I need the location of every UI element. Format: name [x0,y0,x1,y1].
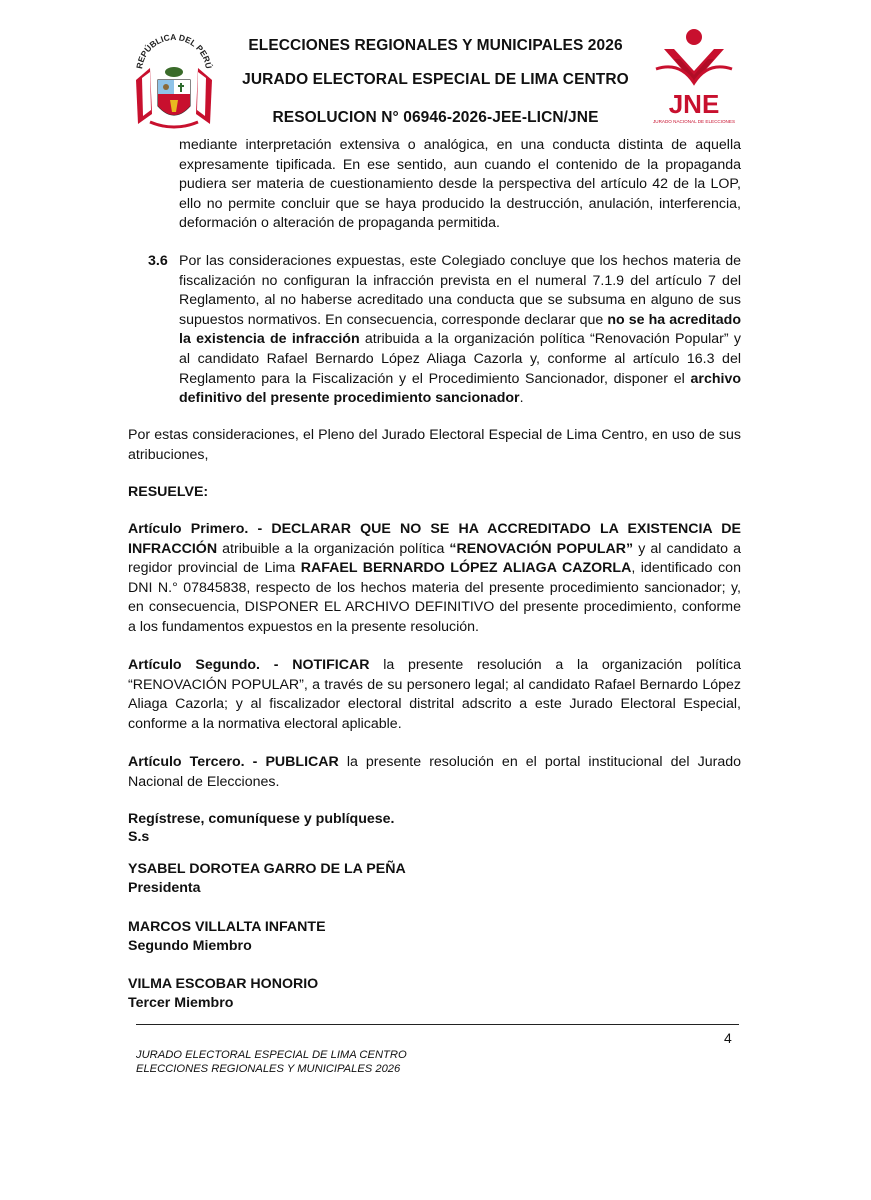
signatory-name: MARCOS VILLALTA INFANTE [128,919,326,935]
signatory-role: Tercer Miembro [128,995,234,1011]
considerations-paragraph: Por estas consideraciones, el Pleno del Jurado Electoral Especial de Lima Centro, en uso de sus atribuciones, [128,427,741,463]
jne-logo-text: JNE [668,89,720,119]
signatory-name: YSABEL DOROTEA GARRO DE LA PEÑA [128,861,406,877]
jne-logo-icon [650,25,738,125]
header-election-title: ELECCIONES REGIONALES Y MUNICIPALES 2026 [248,37,623,54]
header-jury-title: JURADO ELECTORAL ESPECIAL DE LIMA CENTRO [242,71,629,88]
article-tercero: Artículo Tercero. - PUBLICAR la presente resolución en el portal institucional del Jurado Nacional de Elecciones. [128,754,741,790]
seal-text: REPÚBLICA DEL PERÚ [134,31,214,70]
footer-jury-name: JURADO ELECTORAL ESPECIAL DE LIMA CENTRO [136,1049,407,1061]
resuelve-heading: RESUELVE: [128,484,209,500]
article-primero: Artículo Primero. - DECLARAR QUE NO SE HA ACCREDITADO LA EXISTENCIA DE INFRACCIÓN atribuible a la organización política “RENOVACIÓN POPULAR” y al candidato a regidor provincial de Lima RAFAEL BERNARDO LÓPEZ ALIAGA CAZORLA, identificado con DNI N.° 07845838, respecto de los hechos materia del presente procedimiento sancionador; y, en consecuencia, DISPONER EL ARCHIVO DEFINITIVO del presente procedimiento, conforme a los fundamentos expuestos en la presente resolución. [128,521,742,635]
signatory-role: Segundo Miembro [128,938,252,954]
footer-election-name: ELECCIONES REGIONALES Y MUNICIPALES 2026 [136,1063,401,1075]
article-segundo: Artículo Segundo. - NOTIFICAR la presente resolución a la organización política “RENOVACIÓN POPULAR”, a través de su personero legal; al candidato Rafael Bernardo López Aliaga Cazorla; y al fiscalizador electoral distrital adscrito a este Jurado Electoral Especial, conforme a la normativa electoral aplicable. [128,657,741,732]
section-number: 3.6 [148,253,168,269]
footer-divider [136,1024,739,1025]
page-number: 4 [724,1030,732,1046]
section-3-6-paragraph: Por las consideraciones expuestas, este Colegiado concluye que los hechos materia de fiscalización no configuran la infracción prevista en el numeral 7.1.9 del artículo 7 del Reglamento, al no haberse acreditado una conducta que se subsuma en alguno de sus supuestos normativos. En consecuencia, corresponde declarar que no se ha acreditado la existencia de infracción atribuida a la organización política “Renovación Popular” y al candidato Rafael Bernardo López Aliaga Cazorla y, conforme al artículo 16.3 del Reglamento para la Fiscalización y el Procedimiento Sancionador, disponer el archivo definitivo del presente procedimiento sancionador. [179,253,741,407]
signatory-name: VILMA ESCOBAR HONORIO [128,976,319,992]
resolution-number: RESOLUCION N° 06946-2026-JEE-LICN/JNE [272,109,599,126]
jne-logo-subtext: JURADO NACIONAL DE ELECCIONES [652,119,736,124]
continuation-paragraph: mediante interpretación extensiva o analógica, en una conducta distinta de aquella expresamente tipificada. En ese sentido, aun cuando el contenido de la propaganda pudiera ser materia de cuestionamiento desde la perspectiva del artículo 42 de la LOP, ello no permite concluir que se haya producido la destrucción, anulación, interferencia, deformación o alteración de propaganda permitida. [179,137,741,232]
closing-formula: Regístrese, comuníquese y publíquese. [128,811,395,827]
signatory-role: Presidenta [128,880,201,896]
closing-ss: S.s [128,829,150,845]
